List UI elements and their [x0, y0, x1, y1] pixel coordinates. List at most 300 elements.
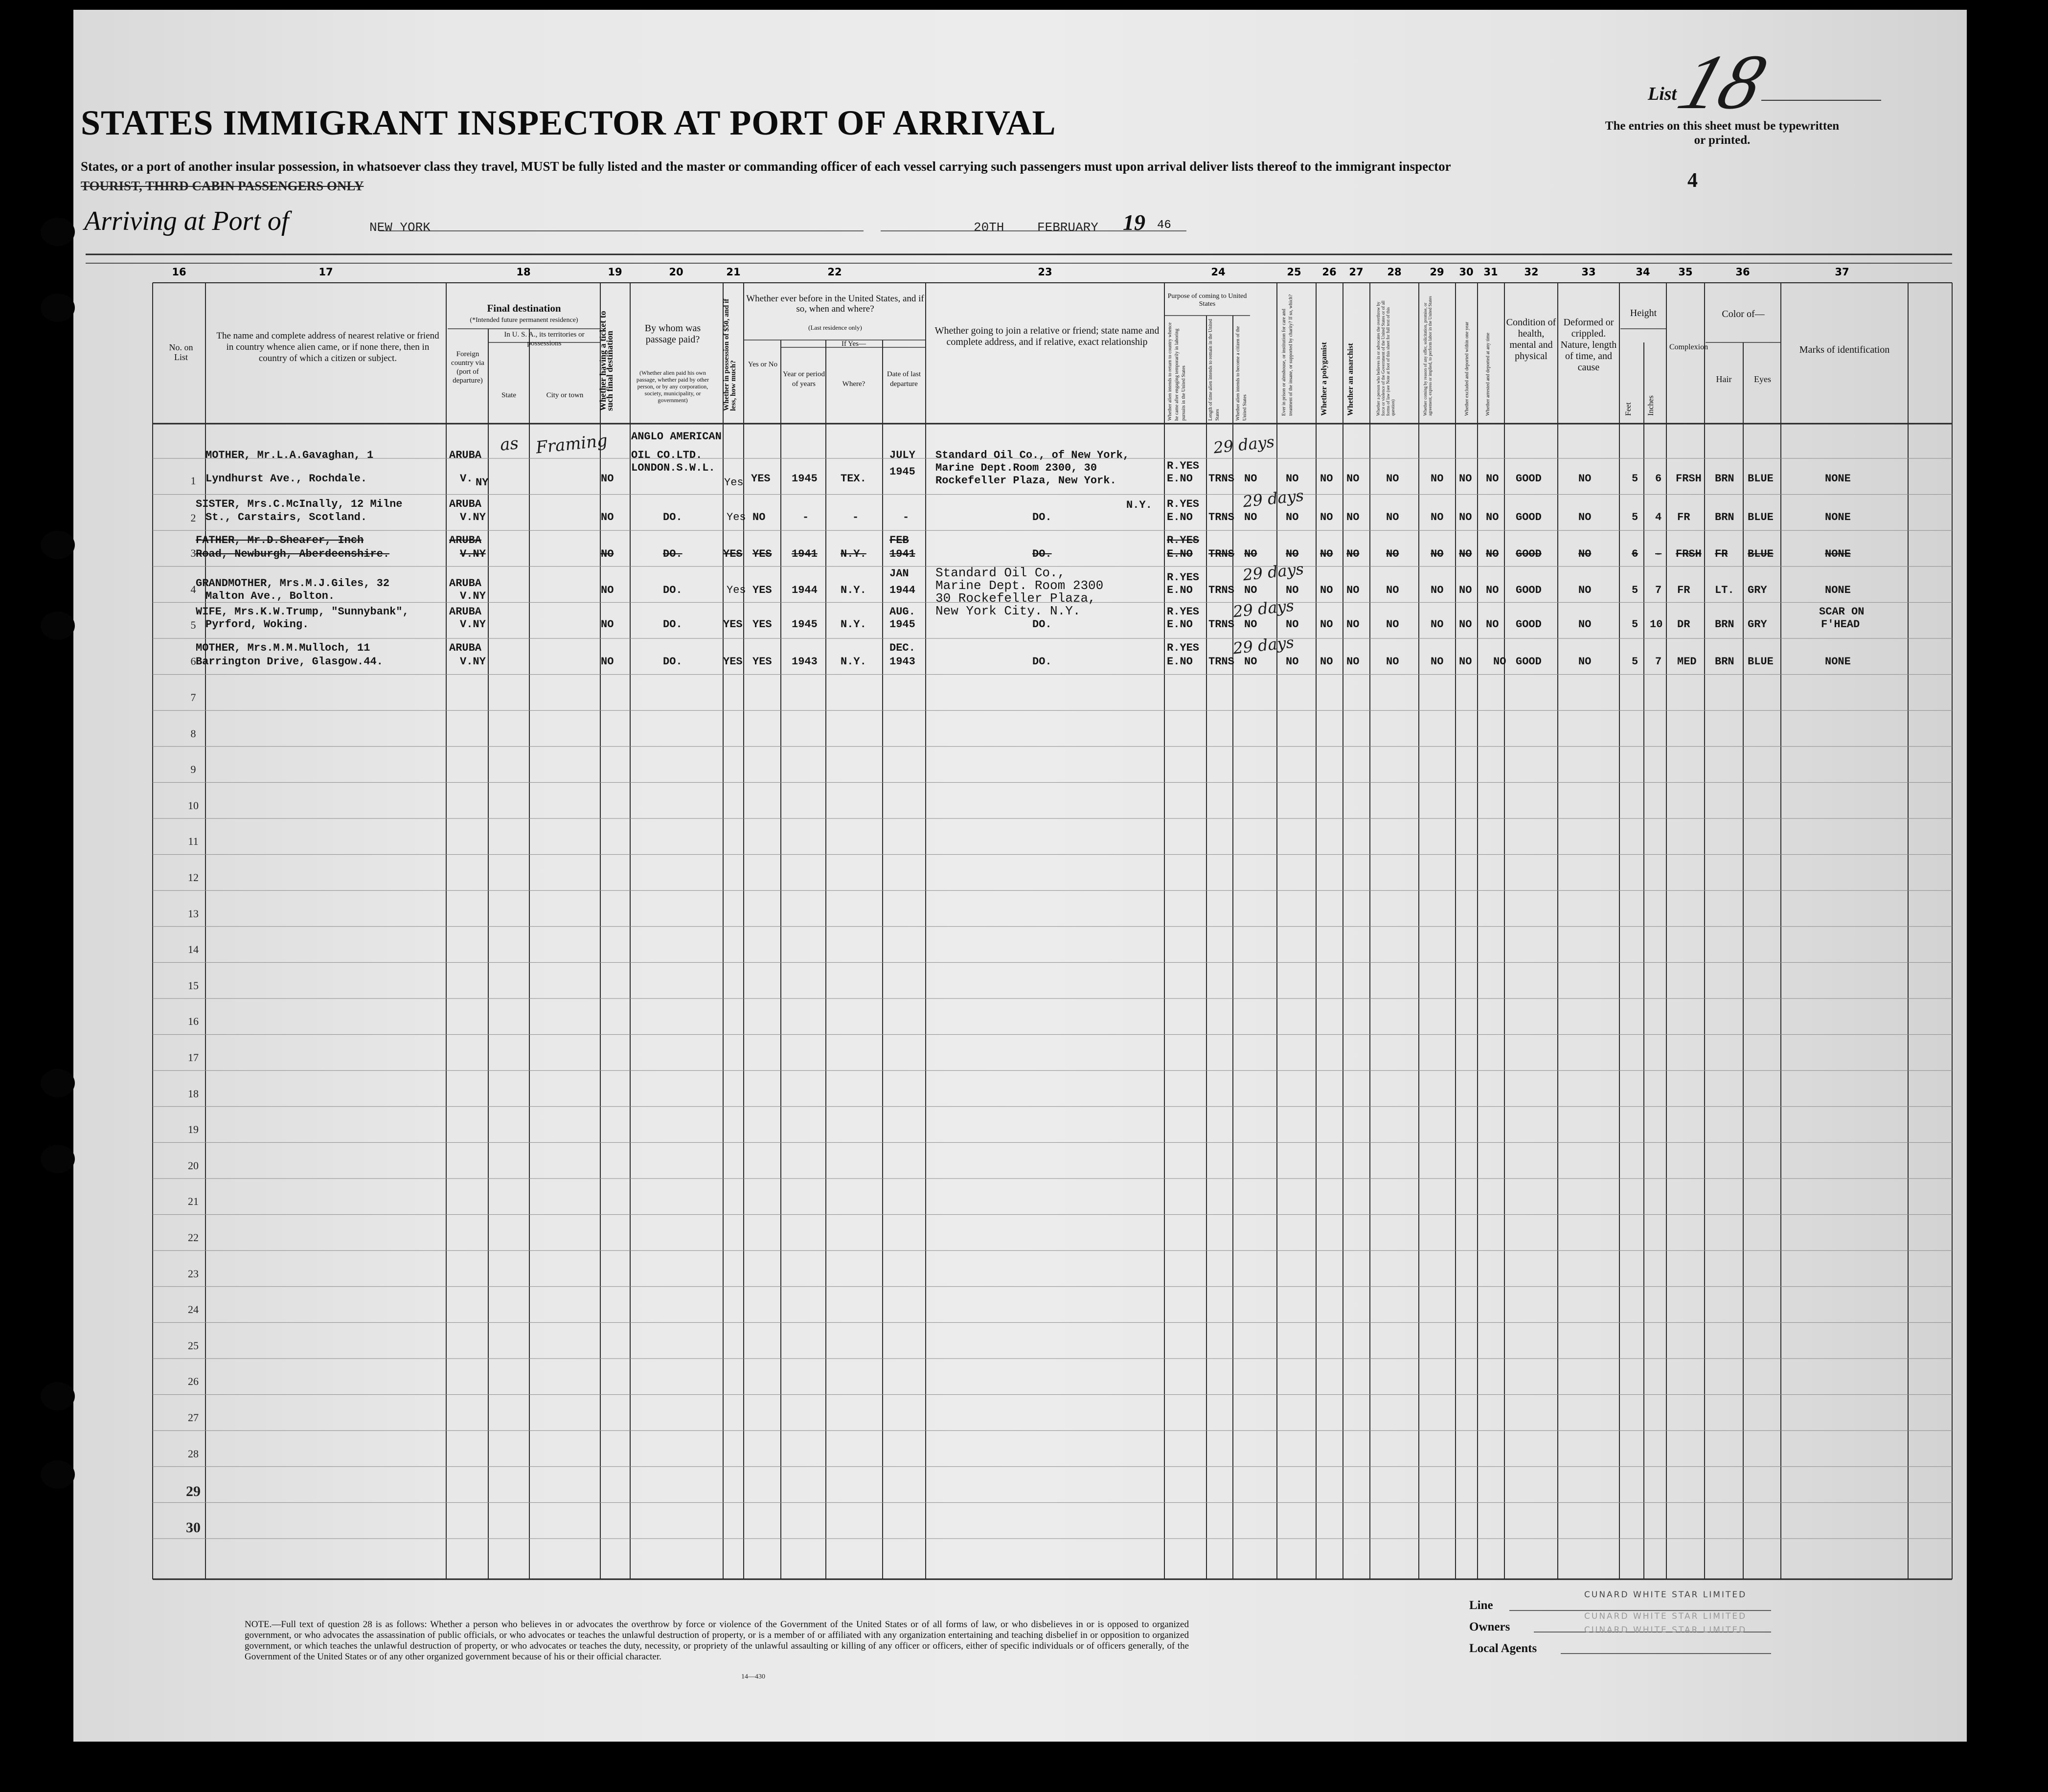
purpose-e: E.NO	[1167, 618, 1193, 631]
row-number: 21	[188, 1195, 199, 1207]
ever-before: YES	[752, 584, 772, 596]
day-value: 20TH	[974, 220, 1004, 235]
ticket: NO	[601, 511, 614, 523]
col-hair: Hair	[1716, 374, 1732, 384]
year: 1945	[792, 473, 818, 485]
line-stamp: CUNARD WHITE STAR LIMITED	[1584, 1590, 1747, 1600]
passage-paid-1: DO.	[663, 548, 683, 560]
column-number: 30	[1459, 266, 1474, 278]
row-number: 6	[190, 655, 196, 667]
q31: NO	[1486, 548, 1499, 560]
where: N.Y.	[841, 656, 866, 668]
row-number: 9	[190, 763, 196, 775]
foreign-country: ARUBA	[449, 642, 482, 654]
marks: NONE	[1825, 473, 1851, 485]
polygamist: NO	[1320, 584, 1333, 596]
departure-month: DEC.	[889, 642, 915, 654]
instructions-text: States, or a port of another insular possession, in whatsoever class they travel, MUST be fully listed and the master or commanding officer of each vessel carrying such passengers must upon arrival deliver lists thereof to the immigrant inspector	[81, 159, 1451, 174]
col-last-residence: (Last residence only)	[808, 324, 862, 331]
length-of-stay: TRNS	[1208, 618, 1234, 631]
q31: NO	[1486, 473, 1499, 485]
ever-before: YES	[752, 656, 772, 668]
arriving-label: Arriving at Port of	[84, 206, 289, 236]
q28: NO	[1386, 618, 1399, 631]
q28: NO	[1386, 584, 1399, 596]
join-line-1: DO.	[1032, 548, 1052, 560]
column-number: 28	[1387, 266, 1402, 278]
row-number: 28	[188, 1448, 199, 1460]
prison: NO	[1286, 473, 1299, 485]
col-ever-before: Whether ever before in the United States, and if so, when and where?	[746, 294, 924, 314]
condition: GOOD	[1516, 656, 1542, 668]
row-number: 1	[190, 475, 196, 487]
departure-month: FEB	[889, 534, 909, 546]
length-handwritten: 29 days	[1212, 432, 1275, 457]
inches: 10	[1650, 618, 1663, 631]
inches: 7	[1655, 656, 1662, 668]
polygamist: NO	[1320, 618, 1333, 631]
length-handwritten: 29 days	[1232, 633, 1295, 658]
port-departure: V.NY	[460, 548, 486, 560]
passage-paid-1: DO.	[663, 584, 683, 596]
citizen: NO	[1244, 548, 1257, 560]
ticket: NO	[601, 473, 614, 485]
anarchist: NO	[1346, 473, 1360, 485]
row-number: 14	[188, 943, 199, 955]
col-in-usa: In U. S. A., its territories or possessions	[504, 331, 585, 347]
ticket: NO	[601, 618, 614, 631]
col-condition: Condition of health, mental and physical	[1506, 317, 1556, 362]
column-number: 25	[1287, 266, 1301, 278]
possession: YES	[723, 548, 743, 560]
departure-month: JULY	[889, 449, 915, 461]
join-line-2: Marine Dept.Room 2300, 30	[935, 462, 1097, 474]
prison: NO	[1286, 548, 1299, 560]
purpose-r: R.YES	[1167, 606, 1200, 618]
length-of-stay: TRNS	[1208, 656, 1234, 668]
condition: GOOD	[1516, 548, 1542, 560]
year: 1944	[792, 584, 818, 596]
q30: NO	[1459, 511, 1472, 523]
join-line-1: DO.	[1032, 618, 1052, 631]
where: N.Y.	[841, 584, 866, 596]
inches: 6	[1655, 473, 1662, 485]
column-number: 31	[1483, 266, 1498, 278]
port-value: NEW YORK	[369, 220, 431, 235]
purpose-r: R.YES	[1167, 534, 1200, 546]
column-number: 16	[172, 266, 186, 278]
q30: NO	[1459, 473, 1472, 485]
q28: NO	[1386, 656, 1399, 668]
col-date-departure: Date of last departure	[887, 370, 921, 388]
complexion: FR	[1677, 584, 1690, 596]
hair: BRN	[1715, 656, 1734, 668]
col-year-period: Year or period of years	[783, 370, 825, 388]
row-number: 5	[190, 619, 196, 631]
ticket: NO	[601, 584, 614, 596]
relative-line-1: WIFE, Mrs.K.W.Trump, "Sunnybank",	[196, 606, 409, 618]
possession: Yes	[727, 584, 746, 596]
list-label: List	[1648, 84, 1677, 104]
join-line-4: New York City. N.Y.	[935, 604, 1081, 618]
foreign-country: ARUBA	[449, 577, 482, 590]
foreign-country: ARUBA	[449, 498, 482, 510]
relative-line-1: GRANDMOTHER, Mrs.M.J.Giles, 32	[196, 577, 390, 590]
eyes: BLUE	[1748, 548, 1774, 560]
feet: 5	[1632, 618, 1638, 631]
column-number: 24	[1211, 266, 1226, 278]
q28: NO	[1386, 548, 1399, 560]
col-q31: Whether arrested and deported at any time	[1485, 333, 1491, 416]
column-number: 29	[1430, 266, 1444, 278]
col-purpose-b: Length of time alien intends to remain in the United States	[1208, 318, 1220, 421]
col-relative: The name and complete address of nearest relative or friend in country whence alien came, or if none there, then in country of which a citizen or subject.	[216, 331, 439, 363]
col-yes-or-no: Yes or No	[748, 361, 778, 368]
prison: NO	[1286, 656, 1299, 668]
eyes: BLUE	[1748, 473, 1774, 485]
join-line-1: DO.	[1032, 511, 1052, 523]
marks: NONE	[1825, 656, 1851, 668]
row-number: 15	[188, 979, 199, 992]
join-line-1: Standard Oil Co., of New York,	[935, 449, 1130, 461]
sheet-number: 4	[1687, 169, 1698, 192]
line-label: Line	[1469, 1599, 1493, 1612]
column-number: 21	[726, 266, 741, 278]
col-final-destination-note: (*Intended future permanent residence)	[470, 317, 578, 324]
q31: NO	[1486, 618, 1499, 631]
year: 1941	[792, 548, 818, 560]
passage-paid-1: DO.	[663, 618, 683, 631]
row-number: 27	[188, 1411, 199, 1424]
col-ticket: Whether having a ticket to such final destination	[598, 311, 614, 411]
purpose-e: E.NO	[1167, 548, 1193, 560]
port-departure: V.	[460, 473, 473, 485]
departure-month: AUG.	[889, 606, 915, 618]
polygamist: NO	[1320, 473, 1333, 485]
row-number: 16	[188, 1015, 199, 1027]
list-number: 18	[1669, 38, 1776, 125]
relative-line-2: Pyrford, Woking.	[205, 618, 309, 631]
year-prefix: 19	[1123, 210, 1145, 235]
column-number: 27	[1349, 266, 1364, 278]
citizen: NO	[1244, 656, 1257, 668]
col-passage-paid-note: (Whether alien paid his own passage, whether paid by other person, or by any corporation, society, municipality, or government)	[636, 369, 709, 404]
month-value: FEBRUARY	[1037, 220, 1098, 235]
column-number: 36	[1735, 266, 1750, 278]
row-number: 26	[188, 1375, 199, 1387]
inches: 4	[1655, 511, 1662, 523]
relative-line-2: Barrington Drive, Glasgow.44.	[196, 656, 383, 668]
departure-year: 1945	[889, 466, 915, 478]
purpose-r: R.YES	[1167, 460, 1200, 472]
local-agents-label: Local Agents	[1469, 1642, 1537, 1655]
passage-paid-1: ANGLO AMERICAN	[631, 431, 722, 443]
q31: NO	[1486, 511, 1499, 523]
column-number: 26	[1322, 266, 1337, 278]
year: 1945	[792, 618, 818, 631]
row-number: 18	[188, 1088, 199, 1100]
col-q30: Whether excluded and deported within one year	[1464, 321, 1470, 416]
col-color-of: Color of—	[1722, 309, 1765, 319]
year: -	[802, 511, 809, 523]
col-marks: Marks of identification	[1799, 344, 1890, 355]
marks-line-2: F'HEAD	[1821, 618, 1860, 631]
column-number: 35	[1678, 266, 1693, 278]
col-height: Height	[1630, 308, 1657, 318]
hair: LT.	[1715, 584, 1734, 596]
possession: Yes	[727, 511, 746, 523]
where: N.Y.	[841, 618, 866, 631]
row-number: 30	[186, 1520, 201, 1536]
port-departure: V.NY	[460, 656, 486, 668]
row-number: 13	[188, 907, 199, 920]
col-q28: Whether a person who believes in or advocates the overthrow by force or violence of the Government of the United States or of all forms of law (see Note at foot of this sheet for full text of this question)	[1376, 300, 1395, 416]
q30: NO	[1459, 656, 1472, 668]
column-number: 37	[1835, 266, 1849, 278]
passage-paid-1: DO.	[663, 511, 683, 523]
condition: GOOD	[1516, 618, 1542, 631]
eyes: BLUE	[1748, 656, 1774, 668]
feet: 5	[1632, 511, 1638, 523]
foreign-country: ARUBA	[449, 606, 482, 618]
q29: NO	[1431, 584, 1444, 596]
ticket: NO	[601, 656, 614, 668]
column-number: 20	[669, 266, 683, 278]
q29: NO	[1431, 618, 1444, 631]
passage-paid-1: DO.	[663, 656, 683, 668]
col-state: State	[501, 391, 516, 399]
hair: FR	[1715, 548, 1728, 560]
row-number: 22	[188, 1231, 199, 1244]
col-city: City or town	[546, 391, 584, 399]
col-feet: Feet	[1624, 402, 1633, 416]
length-of-stay: TRNS	[1208, 584, 1234, 596]
q31: NO	[1486, 584, 1499, 596]
departure-year: 1941	[889, 548, 915, 560]
marks: NONE	[1825, 511, 1851, 523]
join-line-2: Marine Dept. Room 2300	[935, 578, 1104, 593]
join-extra: N.Y.	[1126, 499, 1152, 511]
row-number: 20	[188, 1159, 199, 1172]
marks: NONE	[1825, 548, 1851, 560]
hair: BRN	[1715, 618, 1734, 631]
col-passage-paid: By whom was passage paid?	[644, 323, 701, 345]
purpose-e: E.NO	[1167, 511, 1193, 523]
where: -	[852, 511, 859, 523]
deformed: NO	[1578, 584, 1592, 596]
ticket: NO	[601, 548, 614, 560]
deformed: NO	[1578, 473, 1592, 485]
complexion: FR	[1677, 511, 1690, 523]
col-anarchist: Whether an anarchist	[1346, 343, 1355, 416]
foreign-country: ARUBA	[449, 534, 482, 546]
purpose-e: E.NO	[1167, 656, 1193, 668]
deformed: NO	[1578, 511, 1592, 523]
q30: NO	[1459, 584, 1472, 596]
citizen: NO	[1244, 584, 1257, 596]
length-handwritten: 29 days	[1242, 486, 1305, 511]
departure-year: 1944	[889, 584, 915, 596]
inches: -	[1655, 548, 1662, 560]
foreign-country: ARUBA	[449, 449, 482, 461]
marks-line-1: SCAR ON	[1819, 606, 1865, 618]
ever-before: YES	[752, 548, 772, 560]
row-number: 23	[188, 1268, 199, 1280]
col-prison: Ever in prison or almshouse, or institution for care and treatment of the insane, or supported by charity? If so, which?	[1281, 294, 1294, 416]
port-departure: V.NY	[460, 511, 486, 523]
col-possession-50: Whether in possession of $50, and if less, how much?	[723, 298, 737, 411]
polygamist: NO	[1320, 548, 1333, 560]
col-purpose: Purpose of coming to United States	[1167, 293, 1247, 308]
length-of-stay: TRNS	[1208, 511, 1234, 523]
departure-year: 1945	[889, 618, 915, 631]
row-number: 7	[190, 691, 196, 703]
where: TEX.	[841, 473, 866, 485]
col-q29: Whether coming by reason of any offer, solicitation, promise, or agreement, express or implied, to perform labor in the United States	[1423, 296, 1433, 416]
year: 1943	[792, 656, 818, 668]
header-underlines	[379, 100, 1881, 231]
complexion: FRSH	[1676, 548, 1702, 560]
feet: 6	[1632, 548, 1638, 560]
hair: BRN	[1715, 511, 1734, 523]
state-handwritten: as	[499, 433, 520, 455]
port-departure: V.NY	[460, 590, 486, 602]
prison: NO	[1286, 511, 1299, 523]
relative-line-2: St., Carstairs, Scotland.	[205, 511, 367, 523]
where: N.Y.	[841, 548, 866, 560]
col-eyes: Eyes	[1754, 374, 1771, 384]
row-number: 11	[188, 835, 199, 847]
col-if-yes: If Yes—	[841, 340, 866, 348]
passage-paid-3: LONDON.S.W.L.	[631, 462, 715, 474]
purpose-r: R.YES	[1167, 571, 1200, 584]
polygamist: NO	[1320, 656, 1333, 668]
relative-line-1: MOTHER, Mr.L.A.Gavaghan, 1	[205, 449, 374, 461]
ever-before: YES	[752, 618, 772, 631]
feet: 5	[1632, 473, 1638, 485]
column-number: 34	[1636, 266, 1650, 278]
departure-month: -	[903, 511, 910, 523]
complexion: FRSH	[1676, 473, 1702, 485]
anarchist: NO	[1346, 548, 1360, 560]
col-polygamist: Whether a polygamist	[1320, 342, 1328, 416]
passage-paid-2: OIL CO.LTD.	[631, 449, 703, 461]
purpose-r: R.YES	[1167, 498, 1200, 510]
eyes: GRY	[1748, 584, 1767, 596]
anarchist: NO	[1346, 618, 1360, 631]
row-number: 29	[186, 1483, 201, 1499]
q28: NO	[1386, 473, 1399, 485]
deformed: NO	[1578, 548, 1592, 560]
row-number: 19	[188, 1123, 199, 1135]
owners-stamp: CUNARD WHITE STAR LIMITED	[1584, 1611, 1747, 1621]
row-number: 17	[188, 1051, 199, 1064]
feet: 5	[1632, 656, 1638, 668]
anarchist: NO	[1346, 584, 1360, 596]
ever-before: NO	[752, 511, 766, 523]
ever-before: YES	[751, 473, 771, 485]
form-number: 14—430	[741, 1673, 765, 1680]
length-of-stay: TRNS	[1208, 473, 1234, 485]
purpose-e: E.NO	[1167, 584, 1193, 596]
row-number: 12	[188, 871, 199, 884]
length-of-stay: TRNS	[1208, 548, 1234, 560]
length-handwritten: 29 days	[1242, 559, 1305, 585]
row-number: 8	[190, 727, 196, 740]
join-line-3: 30 Rockefeller Plaza,	[935, 591, 1096, 606]
row-number: 2	[190, 512, 196, 524]
purpose-r: R.YES	[1167, 642, 1200, 654]
complexion: DR	[1677, 618, 1690, 631]
row-number: 4	[190, 583, 196, 595]
year-suffix: 46	[1157, 219, 1171, 232]
row-number: 10	[188, 799, 199, 812]
column-number: 19	[608, 266, 622, 278]
possession: Yes	[724, 476, 744, 489]
column-number: 17	[319, 266, 333, 278]
col-join-relative: Whether going to join a relative or friend; state name and complete address, and if relative, exact relationship	[934, 325, 1160, 347]
q29: NO	[1431, 656, 1444, 668]
state: NY	[476, 476, 489, 489]
prison: NO	[1286, 618, 1299, 631]
prison: NO	[1286, 584, 1299, 596]
polygamist: NO	[1320, 511, 1333, 523]
inches: 7	[1655, 584, 1662, 596]
anarchist: NO	[1346, 656, 1360, 668]
eyes: BLUE	[1748, 511, 1774, 523]
citizen: NO	[1244, 618, 1257, 631]
relative-line-1: MOTHER, Mrs.M.M.Mulloch, 11	[196, 642, 370, 654]
column-number: 23	[1038, 266, 1052, 278]
hair: BRN	[1715, 473, 1734, 485]
column-number: 18	[516, 266, 531, 278]
complexion: MED	[1677, 656, 1697, 668]
join-line-3: Rockefeller Plaza, New York.	[935, 475, 1116, 487]
tourist-class-text: TOURIST, THIRD CABIN PASSENGERS ONLY	[81, 179, 364, 193]
col-complexion: Complexion	[1669, 343, 1708, 351]
col-final-destination: Final destination	[487, 302, 561, 314]
column-number: 22	[827, 266, 842, 278]
anarchist: NO	[1346, 511, 1360, 523]
port-departure: V.NY	[460, 618, 486, 631]
condition: GOOD	[1516, 584, 1542, 596]
marks: NONE	[1825, 584, 1851, 596]
relative-line-1: SISTER, Mrs.C.McInally, 12 Milne	[196, 498, 403, 510]
col-purpose-a: Whether alien intends to return to country whence he came after engaging temporarily in laboring pursuits in the United States	[1167, 322, 1186, 421]
relative-line-2: Malton Ave., Bolton.	[205, 590, 335, 602]
deformed: NO	[1578, 656, 1592, 668]
eyes: GRY	[1748, 618, 1767, 631]
deformed: NO	[1578, 618, 1592, 631]
relative-line-2: Road, Newburgh, Aberdeenshire.	[196, 548, 390, 560]
length-handwritten: 29 days	[1232, 596, 1295, 621]
agents-stamp: CUNARD WHITE STAR LIMITED	[1584, 1625, 1747, 1635]
q29: NO	[1431, 548, 1444, 560]
col-no-on-list: No. on List	[169, 342, 193, 362]
join-line-1: Standard Oil Co.,	[935, 566, 1066, 580]
col-foreign-country: Foreign country via (port of departure)	[451, 350, 484, 385]
col-inches: Inches	[1647, 395, 1655, 416]
feet: 5	[1632, 584, 1638, 596]
owners-label: Owners	[1469, 1620, 1510, 1633]
departure-month: JAN	[889, 567, 909, 580]
page-title: STATES IMMIGRANT INSPECTOR AT PORT OF ARRIVAL	[81, 103, 1056, 142]
city-handwritten: Framing	[535, 431, 609, 458]
condition: GOOD	[1516, 511, 1542, 523]
condition: GOOD	[1516, 473, 1542, 485]
footer-note: NOTE.—Full text of question 28 is as follows: Whether a person who believes in or advocates the overthrow by force or violence of the Government of the United States or of all forms of law, or who disbelieves in or is opposed to organized government, or who advocates the assassination of public officials, or who advocates or teaches the unlawful destruction of property, or is a member of or affiliated with any organization entertaining and teaching disbelief in or opposition to organized government, or which teaches the unlawful destruction of property, or who advocates or teaches the duty, necessity, or propriety of the unlawful assaulting or killing of any officer or officers, either of specific individuals or of officers generally, of the Government of the United States or of any other organized government because of his or their official character.	[245, 1619, 1189, 1662]
relative-line-2: Lyndhurst Ave., Rochdale.	[205, 473, 367, 485]
